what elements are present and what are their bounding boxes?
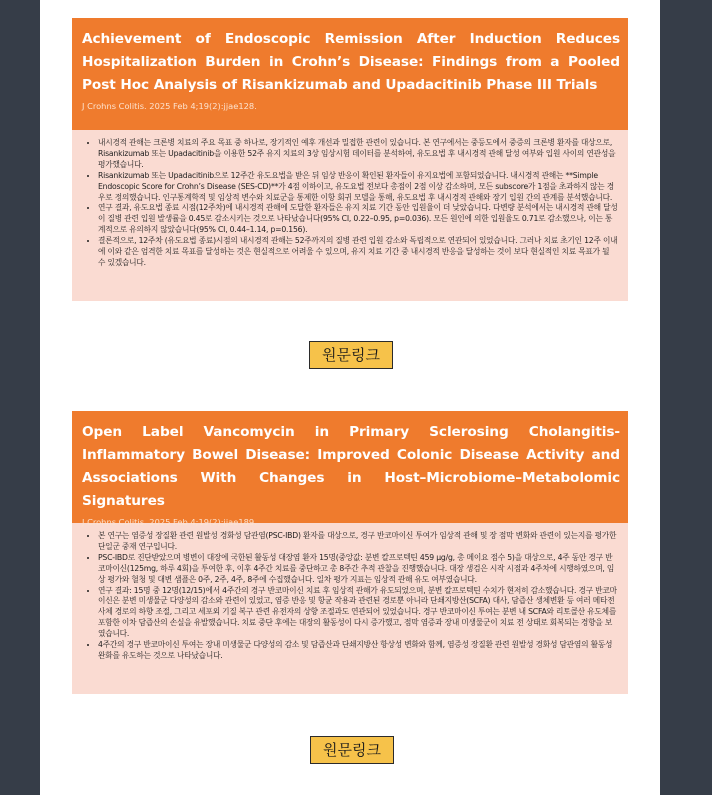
article-citation: J Crohns Colitis. 2025 Feb 4;19(2):jjae189. [82,517,257,527]
summary-bullet: • 4주간의 경구 반코마이신 투여는 장내 미생물군 다양성의 감소 및 담즙산과 단쇄지방산 항상성 변화와 함께, 염증성 장질환 관련 원발성 경화성 담관염의 활동성 완화를 유도하는 것으로 나타났습니다. [98,640,618,662]
summary-list [82,531,618,662]
article-header [72,411,628,527]
article-summary [72,130,628,301]
summary-list [82,138,618,269]
summary-bullet: • 연구 결과: 15명 중 12명(12/15)에서 4주간의 경구 반코마이신 치료 후 임상적 관해가 유도되었으며, 분변 칼프로텍틴 수치가 현저히 감소했습니다. 경구 반코마이신은 분변 미생물군 다양성의 감소와 관련이 있었고, 염증 반응 및 항균 작용과 관련된 경로뿐 아니라 단쇄지방산(SCFA) 대사, 담즙산 생체변환 등 여러 메타전사체 경로의 하향 조절, 그리고 세포외 기질 복구 관련 유전자의 상향 조절과도 연관되어 있었습니다. 경구 반코마이신 투여는 분변 내 SCFA와 리토콜산 유도체를 포함한 이차 담즙산의 손실을 유발했습니다. 치료 중단 후에는 대장의 활동성이 다시 증가했고, 점막 염증과 장내 미생물군이 치료 전 상태로 회복되는 경향을 보였습니다. [98,586,618,641]
summary-bullet: • Risankizumab 또는 Upadacitinib으로 12주간 유도요법을 받은 뒤 임상 반응이 확인된 환자들이 유지요법에 포함되었습니다. 내시경적 관해는 **Simple Endoscopic Score for Crohn’s Disease (SES-CD)**가 4점 이하이고, 유도요법 전보다 총점이 2점 이상 감소하며, 모든 subscore가 1점을 초과하지 않는 경우로 정의했습니다. 인구통계학적 및 임상적 변수와 치료군을 통제한 이항 회귀 모델을 통해, 유도요법 후 내시경적 관해와 장기 입원 간의 관계를 분석했습니다. [98,171,618,204]
summary-bullet: • 본 연구는 염증성 장질환 관련 원발성 경화성 담관염(PSC-IBD) 환자를 대상으로, 경구 반코마이신 투여가 임상적 관해 및 장 점막 변화와 관련이 있는지를 평가한 단일군 중재 연구입니다. [98,531,618,553]
summary-bullet: • 결론적으로, 12주차 (유도요법 종료)시점의 내시경적 관해는 52주까지의 질병 관련 입원 감소와 독립적으로 연관되어 있었습니다. 그러나 치료 초기인 12주 이내에 이와 같은 엄격한 치료 목표를 달성하는 것은 현실적으로 어려울 수 있으며, 유지 치료 기간 중 내시경적 반응을 달성하는 것이 보다 현실적인 치료 목표가 될 수 있겠습니다. [98,236,618,269]
article-title: Open Label Vancomycin in Primary Sclerosing Cholangitis-Inflammatory Bowel Disease: Improved Colonic Disease Activity and Associations With Changes in Host–Microbiome–Metabolomic Signatures [82,424,620,509]
original-link-button[interactable]: 원문링크 [310,736,394,764]
article-title: Achievement of Endoscopic Remission After Induction Reduces Hospitalization Burden in Crohn’s Disease: Findings from a Pooled Post Hoc Analysis of Risankizumab and Upadacitinib Phase III Trials [82,31,620,93]
article-card [72,18,628,301]
article-summary [72,523,628,694]
article-citation: J Crohns Colitis. 2025 Feb 4;19(2):jjae128. [82,101,257,111]
original-link-button[interactable]: 원문링크 [309,341,393,369]
page [40,0,660,795]
summary-bullet: • 연구 결과, 유도요법 종료 시점(12주차)에 내시경적 관해에 도달한 환자들은 유지 치료 기간 동안 입원율이 더 낮았습니다. 다변량 분석에서는 내시경적 관해 달성이 질병 관련 입원 발생률을 0.45로 감소시키는 것으로 나타났습니다(95% CI, 0.22–0.95, p=0.036). 모든 원인에 의한 입원율도 0.71로 감소했으나, 이는 통계적으로 유의하지 않았습니다(95% CI, 0.44–1.14, p=0.156). [98,203,618,236]
summary-bullet: • PSC-IBD로 진단받았으며 병변이 대장에 국한된 활동성 대장염 환자 15명(중앙값: 분변 칼프로텍틴 459 μg/g, 총 메이요 점수 5)을 대상으로, 4주 동안 경구 반코마이신(125mg, 하루 4회)을 투여한 후, 이후 4주간 치료를 중단하고 총 8주간 추적 관찰을 진행했습니다. 대장 생검은 시작 시점과 4주차에 시행하였으며, 임상 평가와 혈청 및 대변 샘플은 0주, 2주, 4주, 8주에 수집했습니다. 일차 평가 지표는 임상적 관해 유도 여부였습니다. [98,553,618,586]
article-header [72,18,628,130]
article-card [72,411,628,694]
summary-bullet: • 내시경적 관해는 크론병 치료의 주요 목표 중 하나로, 장기적인 예후 개선과 밀접한 관련이 있습니다. 본 연구에서는 중등도에서 중증의 크론병 환자를 대상으로, Risankizumab 또는 Upadacitinib을 이용한 52주 유지 치료의 3상 임상시험 데이터를 분석하여, 유도요법 후 내시경적 관해 달성 여부와 입원 사이의 연관성을 평가했습니다. [98,138,618,171]
